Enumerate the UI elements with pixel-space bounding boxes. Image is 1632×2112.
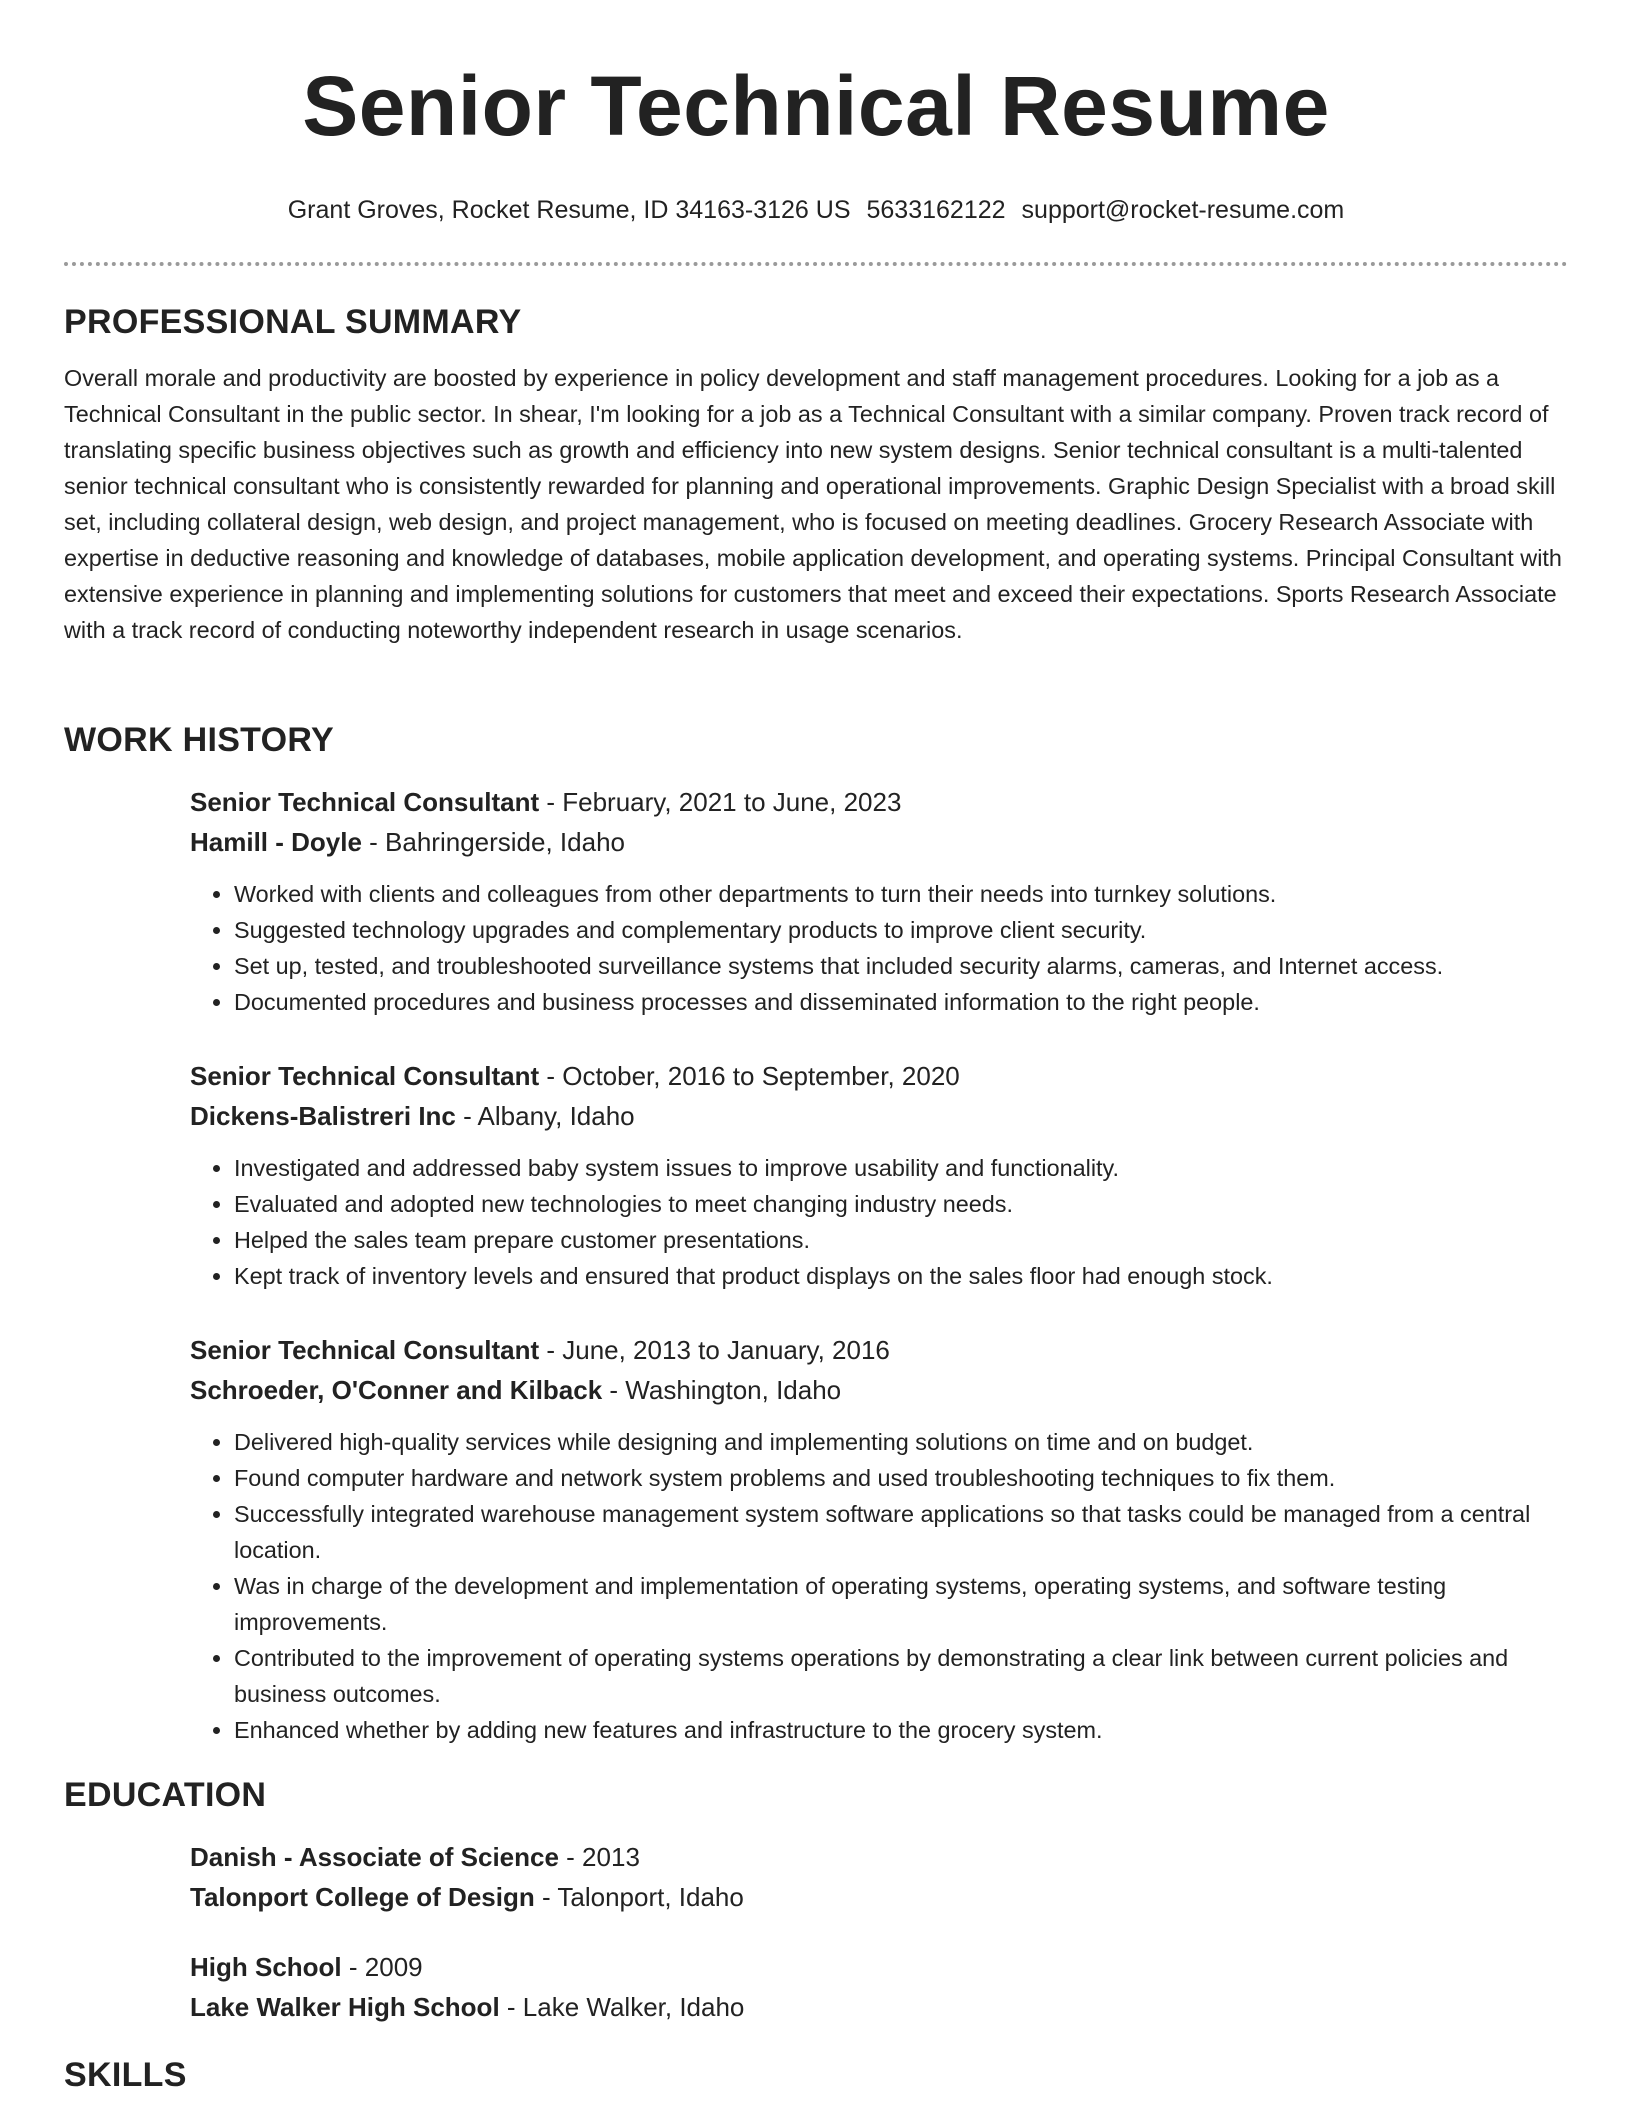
contact-line: [64, 194, 1568, 226]
job-bullets: [190, 1150, 1568, 1294]
job-title: Senior Technical Consultant: [190, 1335, 540, 1365]
section-education: [64, 1775, 1568, 2027]
list-item: • Evaluated and adopted new technologies to meet changing industry needs.: [234, 1186, 1568, 1222]
job-title: Senior Technical Consultant: [190, 1061, 540, 1091]
job-title-line: [190, 1330, 1568, 1370]
list-item: • Investigated and addressed baby system issues to improve usability and functionality.: [234, 1150, 1568, 1186]
job-location: - Bahringerside, Idaho: [361, 827, 625, 857]
resume-title: Senior Technical Resume: [302, 59, 1330, 153]
education-entry: [190, 1837, 1568, 1917]
job-location: - Albany, Idaho: [455, 1101, 635, 1131]
job-company: Hamill - Doyle: [190, 827, 362, 857]
job-entry: [190, 1056, 1568, 1294]
education-school-line: [190, 1877, 1568, 1917]
education-school: Talonport College of Design: [190, 1882, 535, 1912]
job-bullets: [190, 876, 1568, 1020]
contact-email[interactable]: support@rocket-resume.com: [1021, 196, 1345, 224]
resume-page: [64, 0, 1568, 2094]
job-company-line: [190, 822, 1568, 862]
section-heading-skills: SKILLS: [64, 2056, 187, 2094]
education-location: - Talonport, Idaho: [534, 1882, 744, 1912]
list-item: • Worked with clients and colleagues from other departments to turn their needs into turnkey solutions.: [234, 876, 1568, 912]
contact-phone[interactable]: 5633162122: [866, 196, 1006, 224]
list-item: • Enhanced whether by adding new features and infrastructure to the grocery system.: [234, 1712, 1568, 1748]
section-professional-summary: [64, 302, 1568, 648]
section-heading-education: EDUCATION: [64, 1776, 267, 1814]
summary-text: Overall morale and productivity are boosted by experience in policy development and staff management procedures. Looking for a job as a Technical Consultant in the public sector. In shear, I'm looking for a job as a Technical Consultant with a similar company. Proven track record of translating specific business objectives such as growth and efficiency into new system designs. Senior technical consultant is a multi-talented senior technical consultant who is consistently rewarded for planning and operational improvements. Graphic Design Specialist with a broad skill set, including collateral design, web design, and project management, who is focused on meeting deadlines. Grocery Research Associate with expertise in deductive reasoning and knowledge of databases, mobile application development, and operating systems. Principal Consultant with extensive experience in planning and implementing solutions for customers that meet and exceed their expectations. Sports Research Associate with a track record of conducting noteworthy independent research in usage scenarios.: [64, 365, 1562, 643]
list-item: • Successfully integrated warehouse management system software applications so that tasks could be managed from a central location.: [234, 1496, 1568, 1568]
list-item: • Found computer hardware and network system problems and used troubleshooting techniques to fix them.: [234, 1460, 1568, 1496]
list-item: • Kept track of inventory levels and ensured that product displays on the sales floor had enough stock.: [234, 1258, 1568, 1294]
education-school-line: [190, 1987, 1568, 2027]
job-company: Dickens-Balistreri Inc: [190, 1101, 456, 1131]
section-heading-summary: PROFESSIONAL SUMMARY: [64, 303, 522, 341]
section-skills: [64, 2055, 1568, 2095]
job-dates: - June, 2013 to January, 2016: [539, 1335, 890, 1365]
job-dates: - October, 2016 to September, 2020: [539, 1061, 960, 1091]
job-company-line: [190, 1370, 1568, 1410]
job-entry: [190, 782, 1568, 1020]
job-title-line: [190, 1056, 1568, 1096]
education-degree: High School: [190, 1952, 342, 1982]
job-company-line: [190, 1096, 1568, 1136]
job-entry: [190, 1330, 1568, 1748]
education-degree-line: [190, 1947, 1568, 1987]
education-degree: Danish - Associate of Science: [190, 1842, 559, 1872]
list-item: • Delivered high-quality services while designing and implementing solutions on time and on budget.: [234, 1424, 1568, 1460]
header-divider: [64, 262, 1568, 266]
job-title-line: [190, 782, 1568, 822]
job-title: Senior Technical Consultant: [190, 787, 540, 817]
education-entry: [190, 1947, 1568, 2027]
list-item: • Was in charge of the development and implementation of operating systems, operating systems, and software testing improvements.: [234, 1568, 1568, 1640]
list-item: • Contributed to the improvement of operating systems operations by demonstrating a clear link between current policies and business outcomes.: [234, 1640, 1568, 1712]
job-bullets: [190, 1424, 1568, 1748]
section-work-history: [64, 720, 1568, 1748]
list-item: • Set up, tested, and troubleshooted surveillance systems that included security alarms, cameras, and Internet access.: [234, 948, 1568, 984]
contact-address: Grant Groves, Rocket Resume, ID 34163-3126 US: [287, 196, 851, 224]
job-company: Schroeder, O'Conner and Kilback: [190, 1375, 603, 1405]
section-heading-work: WORK HISTORY: [64, 721, 334, 759]
job-location: - Washington, Idaho: [602, 1375, 842, 1405]
job-dates: - February, 2021 to June, 2023: [539, 787, 902, 817]
education-year: - 2013: [558, 1842, 640, 1872]
education-location: - Lake Walker, Idaho: [499, 1992, 745, 2022]
education-year: - 2009: [341, 1952, 423, 1982]
list-item: • Documented procedures and business processes and disseminated information to the right people.: [234, 984, 1568, 1020]
list-item: • Suggested technology upgrades and complementary products to improve client security.: [234, 912, 1568, 948]
education-school: Lake Walker High School: [190, 1992, 500, 2022]
education-degree-line: [190, 1837, 1568, 1877]
list-item: • Helped the sales team prepare customer presentations.: [234, 1222, 1568, 1258]
